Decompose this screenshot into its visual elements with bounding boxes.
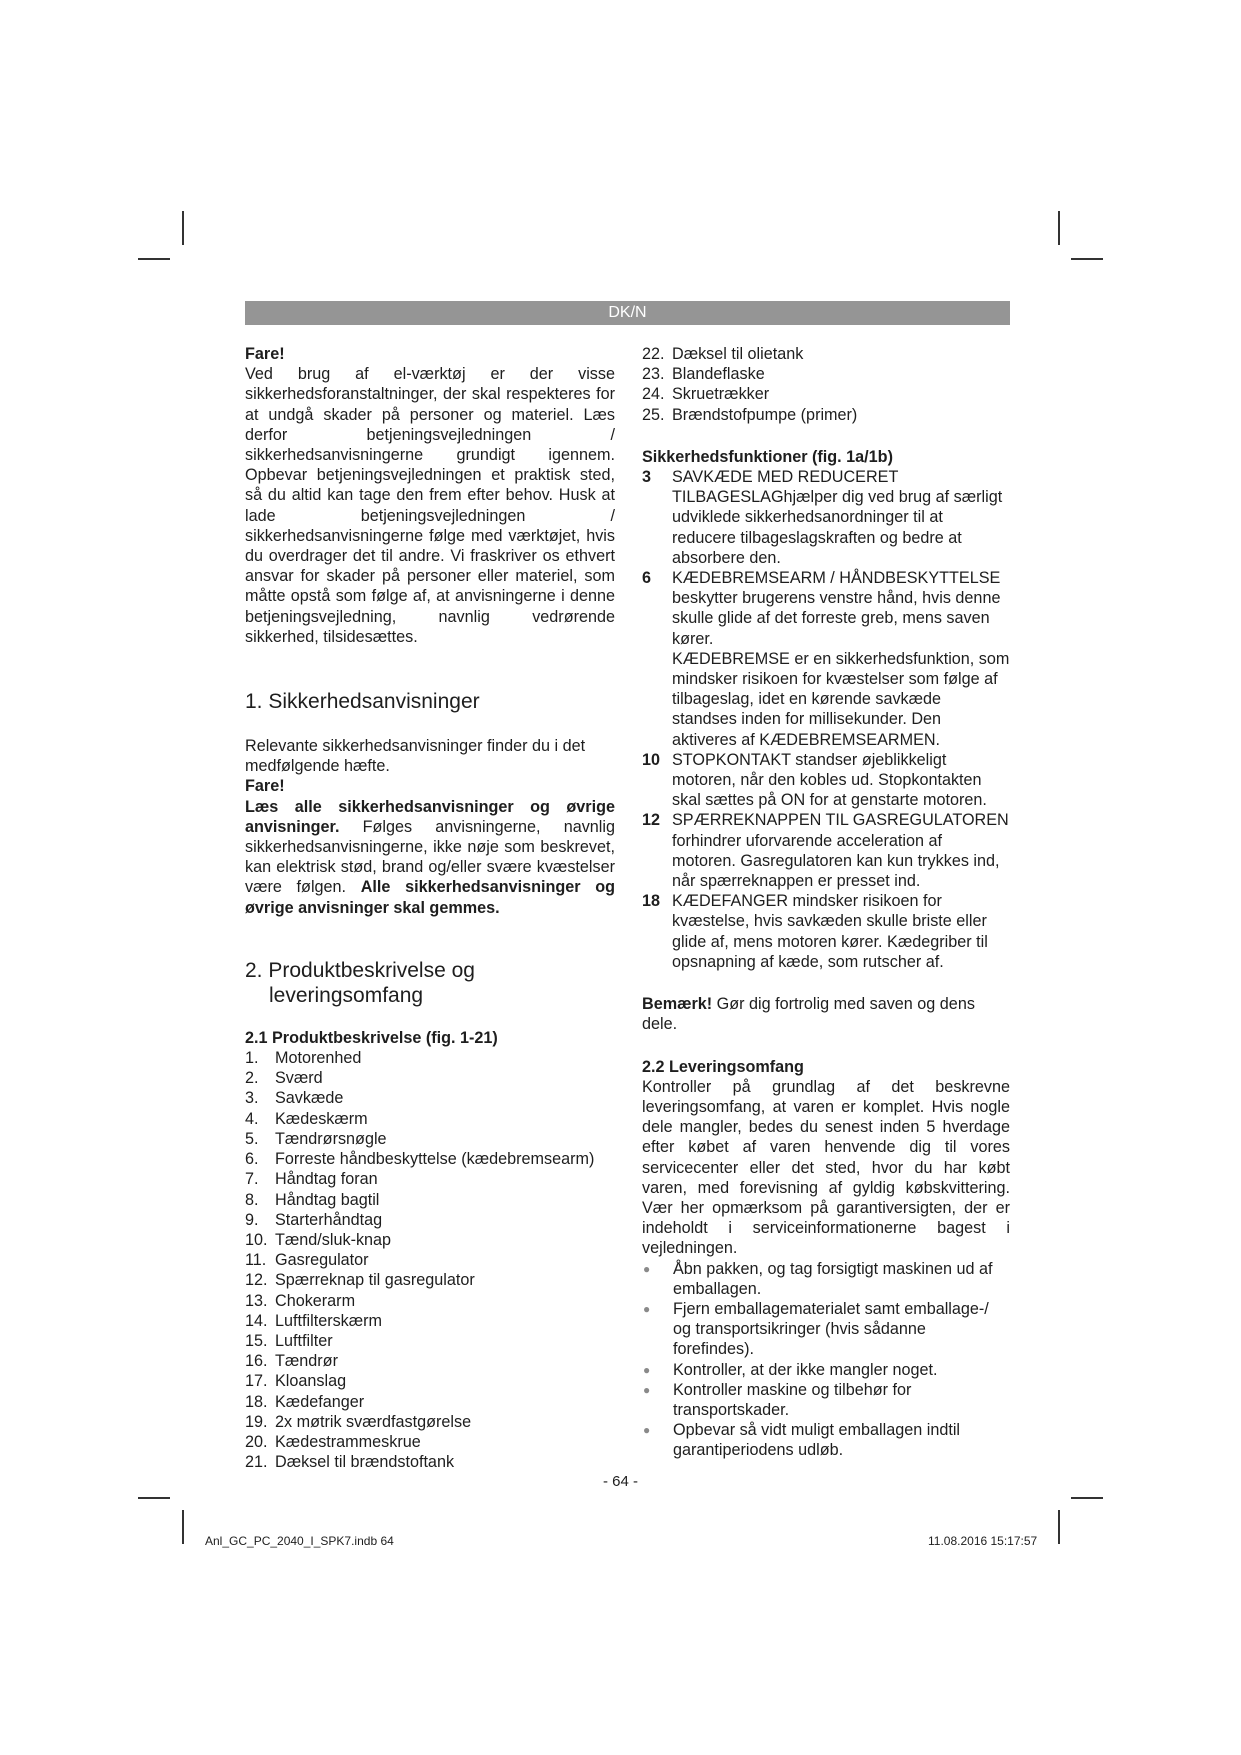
part-number: 4. (245, 1109, 259, 1128)
part-number: 18. (245, 1392, 268, 1411)
checklist-text: Opbevar så vidt muligt emballagen indtil garantiperiodens udløb. (673, 1421, 961, 1460)
section-1-text: Relevante sikkerhedsanvisninger finder du i det medfølgende hæfte. (245, 737, 586, 776)
section-2-1-heading: 2.1 Produktbeskrivelse (fig. 1-21) (245, 1028, 498, 1047)
part-list-item (245, 1109, 615, 1129)
part-number: 13. (245, 1291, 268, 1310)
part-name: Håndtag foran (275, 1170, 378, 1189)
bullet-icon: ● (643, 1301, 651, 1316)
section-1-warning-bold-lead: Læs alle sikkerhedsanvisninger og øvrige anvisninger. (245, 797, 615, 836)
checklist-text: Kontroller, at der ikke mangler noget. (673, 1360, 938, 1379)
bullet-icon: ● (643, 1362, 651, 1377)
note-bold: Bemærk! (642, 995, 713, 1014)
crop-mark-top-right-horizontal (1071, 258, 1103, 260)
safety-function-number: 6 (642, 569, 652, 588)
part-name: Spærreknap til gasregulator (275, 1271, 475, 1290)
checklist-text: Fjern emballagematerialet samt emballage-/ og transportsikringer (hvis sådanne forefindes). (673, 1299, 989, 1359)
checklist-text: Kontroller maskine og tilbehør for transportskader. (673, 1380, 912, 1419)
part-name: Brændstofpumpe (primer) (672, 405, 858, 424)
crop-mark-bottom-right-vertical (1058, 1510, 1060, 1544)
safety-function-number: 3 (642, 468, 652, 487)
part-number: 10. (245, 1230, 268, 1249)
section-1-heading: 1. Sikkerhedsanvisninger (245, 690, 480, 714)
left-column (245, 344, 615, 1472)
part-name: Luftfilterskærm (275, 1311, 383, 1330)
safety-function-item (642, 810, 1010, 891)
safety-function-text-continued: KÆDEBREMSE er en sikkerhedsfunktion, som mindsker risikoen for kvæstelser som følge af tilbageslag, idet en kørende savkæde standses inden for millisekunder. Den aktiveres af KÆDEBREMSEARMEN. (672, 649, 1010, 749)
parts-list-right (642, 344, 1010, 425)
part-number: 19. (245, 1412, 268, 1431)
part-list-item (245, 1371, 615, 1391)
part-number: 9. (245, 1210, 259, 1229)
crop-mark-bottom-left-vertical (182, 1510, 184, 1544)
part-number: 12. (245, 1271, 268, 1290)
part-name: Skruetrækker (672, 385, 770, 404)
crop-mark-top-left-horizontal (138, 258, 170, 260)
part-number: 22. (642, 345, 665, 363)
part-name: Forreste håndbeskyttelse (kædebremsearm) (275, 1150, 595, 1169)
bullet-icon: ● (643, 1261, 651, 1276)
note-text: Gør dig fortrolig med saven og dens dele. (642, 995, 975, 1034)
part-name: Kædefanger (275, 1392, 365, 1411)
checklist-item (642, 1420, 1010, 1460)
part-list-item (245, 1068, 615, 1088)
part-list-item (245, 1452, 615, 1472)
safety-function-number: 18 (642, 892, 661, 911)
part-number: 1. (245, 1049, 259, 1068)
part-name: Luftfilter (275, 1331, 333, 1350)
safety-function-text: KÆDEBREMSEARM / HÅNDBESKYTTELSE beskytter brugerens venstre hånd, hvis denne skulle glide af det forreste greb, mens saven kører. (672, 569, 1001, 648)
parts-list-left (245, 1048, 615, 1472)
part-number: 2. (245, 1069, 259, 1088)
part-list-item (245, 1149, 615, 1169)
part-number: 6. (245, 1150, 259, 1169)
part-number: 23. (642, 365, 665, 384)
part-list-item (245, 1129, 615, 1149)
part-list-item (245, 1392, 615, 1412)
part-name: Kloanslag (275, 1372, 347, 1391)
part-list-item (642, 384, 1010, 404)
part-list-item (245, 1270, 615, 1290)
safety-function-body (672, 810, 1010, 891)
crop-mark-bottom-right-horizontal (1071, 1497, 1103, 1499)
intro-warning-title: Fare! (245, 345, 285, 363)
part-list-item (245, 1311, 615, 1331)
crop-mark-top-left-vertical (182, 211, 184, 245)
part-list-item (245, 1351, 615, 1371)
footer-file-name: Anl_GC_PC_2040_I_SPK7.indb 64 (205, 1534, 394, 1548)
part-name: Tænd/sluk-knap (275, 1230, 392, 1249)
note-paragraph (642, 994, 1010, 1034)
part-name: Gasregulator (275, 1251, 369, 1270)
checklist-item (642, 1259, 1010, 1299)
part-name: Kædestrammeskrue (275, 1432, 421, 1451)
part-list-item (245, 1230, 615, 1250)
part-number: 7. (245, 1170, 259, 1189)
part-number: 17. (245, 1372, 268, 1391)
safety-functions-heading: Sikkerhedsfunktioner (fig. 1a/1b) (642, 447, 893, 466)
section-1-warning-text: Følges anvisningerne, navnlig sikkerhedsanvisningerne, ikke nøje som beskrevet, kan elektrisk stød, brand og/eller svære kvæstelser være følgen. (245, 817, 615, 897)
part-number: 21. (245, 1453, 268, 1472)
checklist-item (642, 1299, 1010, 1360)
section-1-warning-title: Fare! (245, 777, 285, 796)
language-header-bar: DK/N (245, 301, 1010, 325)
crop-mark-bottom-left-horizontal (138, 1497, 170, 1499)
part-number: 24. (642, 385, 665, 404)
checklist-item (642, 1380, 1010, 1420)
footer-timestamp: 11.08.2016 15:17:57 (928, 1534, 1038, 1548)
bullet-icon: ● (643, 1423, 651, 1438)
section-1-warning-paragraph (245, 797, 615, 918)
bullet-icon: ● (643, 1382, 651, 1397)
part-list-item (245, 1250, 615, 1270)
part-name: Sværd (275, 1069, 323, 1088)
part-list-item (642, 344, 1010, 364)
checklist-item (642, 1360, 1010, 1380)
safety-function-text: SAVKÆDE MED REDUCERET TILBAGESLAGhjælper dig ved brug af særligt udviklede sikkerhedsanordninger til at reducere tilbageslagskraften og bedre at absorbere den. (672, 468, 1003, 567)
part-list-item (245, 1331, 615, 1351)
safety-function-body (672, 891, 1010, 972)
section-1-warning-bold-end: Alle sikkerhedsanvisninger og øvrige anvisninger skal gemmes. (245, 878, 615, 917)
safety-function-item (642, 750, 1010, 811)
safety-function-number: 12 (642, 811, 661, 830)
safety-function-body (672, 750, 1010, 811)
part-list-item (245, 1190, 615, 1210)
part-name: Starterhåndtag (275, 1210, 383, 1229)
part-list-item (245, 1088, 615, 1108)
part-name: Tændrør (275, 1352, 338, 1371)
safety-function-number: 10 (642, 750, 661, 769)
part-name: Dæksel til brændstoftank (275, 1453, 455, 1472)
part-name: Blandeflaske (672, 365, 765, 384)
section-2-2-heading: 2.2 Leveringsomfang (642, 1057, 804, 1076)
section-2-2-text: Kontroller på grundlag af det beskrevne leveringsomfang, at varen er komplet. Hvis nogle dele mangler, bedes du senest inden 5 hverdage efter købet af varen henvende dig til vores servicecenter eller det sted, hvor du har købt varen, med forevisning af gyldig købskvittering. Vær her opmærksom på garantiversigten, der er indeholdt i serviceinformationerne bagest i vejledningen. (642, 1077, 1010, 1258)
part-name: Håndtag bagtil (275, 1190, 380, 1209)
part-number: 16. (245, 1352, 268, 1371)
part-list-item (642, 405, 1010, 425)
part-number: 8. (245, 1190, 259, 1209)
safety-function-item (642, 891, 1010, 972)
part-number: 20. (245, 1432, 268, 1451)
safety-function-body (672, 568, 1010, 750)
part-list-item (245, 1210, 615, 1230)
right-column (642, 344, 1010, 1461)
part-list-item (245, 1432, 615, 1452)
part-number: 11. (245, 1251, 267, 1270)
part-number: 15. (245, 1331, 268, 1350)
part-number: 5. (245, 1129, 259, 1148)
part-list-item (245, 1412, 615, 1432)
part-name: 2x møtrik sværdfastgørelse (275, 1412, 472, 1431)
safety-function-body (672, 467, 1010, 568)
part-name: Chokerarm (275, 1291, 356, 1310)
part-list-item (245, 1048, 615, 1068)
section-2-heading: 2. Produktbeskrivelse og leveringsomfang (245, 958, 475, 1007)
part-number: 25. (642, 405, 665, 424)
part-number: 3. (245, 1089, 259, 1108)
page-number: - 64 - (602, 1473, 638, 1490)
checklist-text: Åbn pakken, og tag forsigtigt maskinen ud af emballagen. (673, 1259, 993, 1298)
part-name: Kædeskærm (275, 1109, 368, 1128)
part-list-item (245, 1169, 615, 1189)
part-list-item (245, 1291, 615, 1311)
delivery-checklist (642, 1259, 1010, 1461)
part-name: Savkæde (275, 1089, 344, 1108)
part-name: Tændrørsnøgle (275, 1129, 387, 1148)
safety-function-text: SPÆRREKNAPPEN TIL GASREGULATOREN forhindrer uforvarende acceleration af motoren. Gasregulatoren kan kun trykkes ind, når spærreknappen er presset ind. (672, 811, 1009, 891)
safety-function-text: STOPKONTAKT standser øjeblikkeligt motoren, når den kobles ud. Stopkontakten skal sættes på ON for at genstarte motoren. (672, 750, 987, 810)
safety-function-item (642, 568, 1010, 750)
safety-functions-list (642, 467, 1010, 972)
part-name: Dæksel til olietank (672, 345, 804, 363)
safety-function-item (642, 467, 1010, 568)
part-name: Motorenhed (275, 1049, 362, 1068)
intro-warning-text: Ved brug af el-værktøj er der visse sikkerhedsforanstaltninger, der skal respekteres for at undgå skader på personer og materiel. Læs derfor betjeningsvejledningen / sikkerhedsanvisningerne grundigt igennem. Opbevar betjeningsvejledningen et praktisk sted, så du altid kan tage den frem efter behov. Husk at lade betjeningsvejledningen / sikkerhedsanvisningerne følge med værktøjet, hvis du overdrager det til andre. Vi fraskriver os ethvert ansvar for skader på personer eller materiel, som måtte opstå som følge af, at anvisningerne i denne betjeningsvejledning, navnlig vedrørende sikkerhed, tilsidesættes. (245, 365, 615, 646)
safety-function-text: KÆDEFANGER mindsker risikoen for kvæstelse, hvis savkæden skulle briste eller glide af, mens motoren kører. Kædegriber til opsnapning af kæde, som rutscher af. (672, 892, 988, 971)
part-number: 14. (245, 1311, 268, 1330)
crop-mark-top-right-vertical (1058, 211, 1060, 245)
part-list-item (642, 364, 1010, 384)
